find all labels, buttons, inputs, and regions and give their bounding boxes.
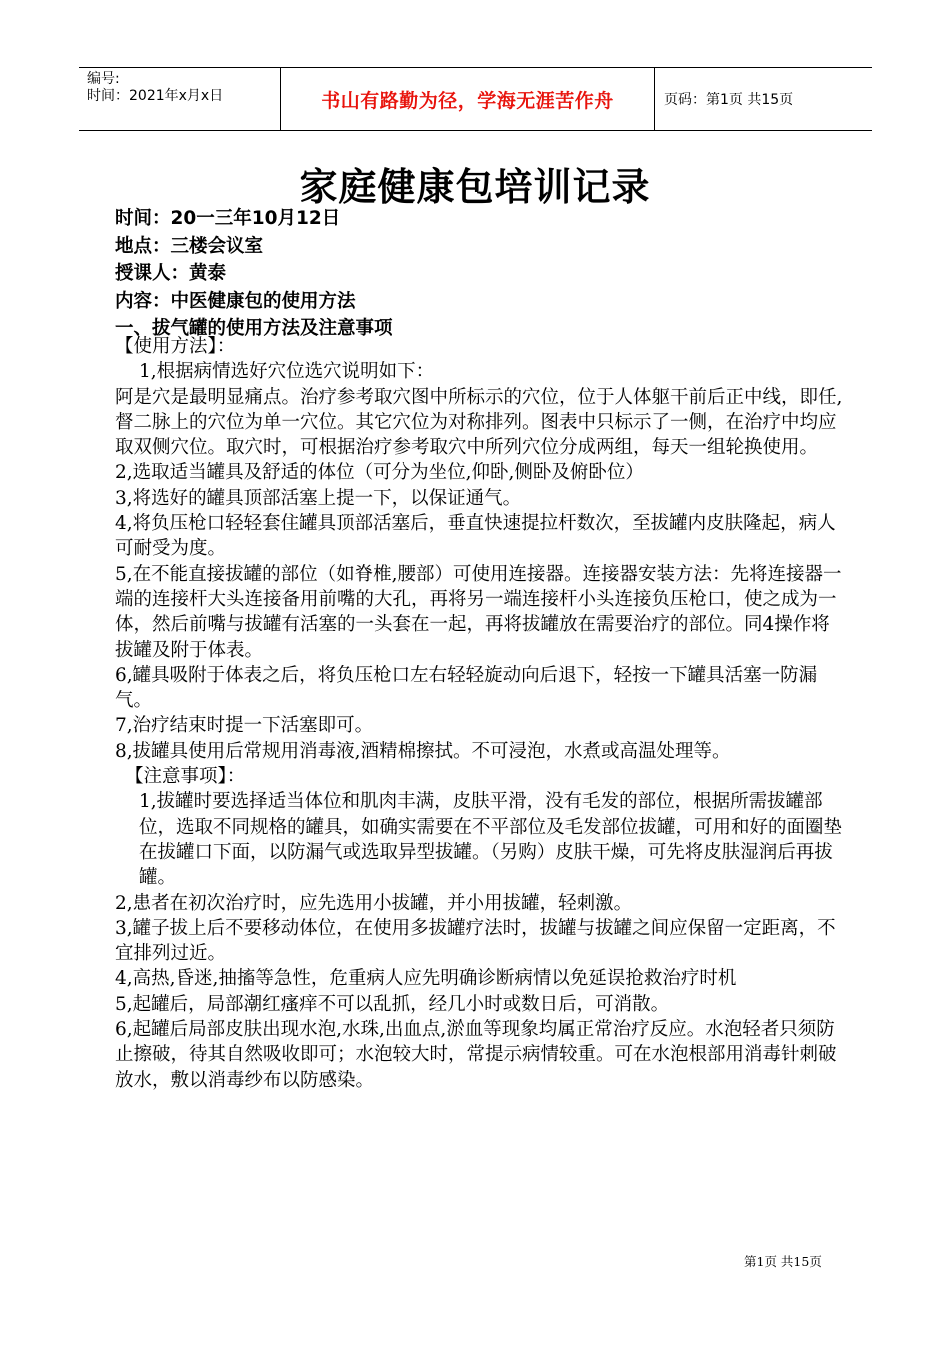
usage-item: 2,选取适当罐具及舒适的体位（可分为坐位,仰卧,侧卧及俯卧位） bbox=[115, 462, 644, 484]
document-body bbox=[115, 334, 843, 1093]
notes-item: 4,高热,昏迷,抽搐等急性，危重病人应先明确诊断病情以免延误抢救治疗时机 bbox=[115, 968, 737, 990]
notes-item: 3,罐子拔上后不要移动体位，在使用多拔罐疗法时，拔罐与拔罐之间应保留一定距离，不宜排列过近。 bbox=[115, 917, 836, 965]
meta-lecturer: 授课人：黄泰 bbox=[115, 263, 227, 284]
meta-place: 地点：三楼会议室 bbox=[115, 235, 264, 257]
notes-item: 2,患者在初次治疗时，应先选用小拔罐，并小用拔罐，轻刺激。 bbox=[115, 892, 633, 914]
document-time: 时间：2021年x月x日 bbox=[87, 88, 224, 104]
document-number: 编号: bbox=[87, 71, 120, 87]
usage-item: 1,根据病情选好穴位选穴说明如下： bbox=[139, 361, 435, 383]
usage-item: 5,在不能直接拔罐的部位（如脊椎,腰部）可使用连接器。连接器安装方法：先将连接器一端的连接杆大头连接备用前嘴的大孔，再将另一端连接杆小头连接负压枪口，使之成为一体，然后前嘴与拔罐有活塞的一头套在一起，再将拔罐放在需要治疗的部位。同4操作将拔罐及附于体表。 bbox=[115, 563, 842, 661]
meta-block bbox=[115, 205, 393, 343]
document-title: 家庭健康包培训记录 bbox=[299, 164, 651, 209]
usage-item: 3,将选好的罐具顶部活塞上提一下，以保证通气。 bbox=[115, 487, 522, 509]
meta-content: 内容：中医健康包的使用方法 bbox=[115, 290, 356, 312]
notes-item: 5,起罐后，局部潮红瘙痒不可以乱抓，经几小时或数日后，可消散。 bbox=[115, 993, 670, 1015]
meta-time: 时间：20一三年10月12日 bbox=[115, 208, 341, 229]
notes-item: 1,拔罐时要选择适当体位和肌肉丰满，皮肤平滑，没有毛发的部位，根据所需拔罐部位，选取不同规格的罐具，如确实需要在不平部位及毛发部位拔罐，可用和好的面圈垫在拔罐口下面，以防漏气或选取异型拔罐。（另购）皮肤干燥，可先将皮肤湿润后再拔罐。 bbox=[139, 791, 843, 889]
page-footer: 第1页 共15页 bbox=[744, 1254, 822, 1269]
usage-item: 4,将负压枪口轻轻套住罐具顶部活塞后，垂直快速提拉杆数次，至拔罐内皮肤隆起，病人可耐受为度。 bbox=[115, 513, 836, 560]
section-heading: 一、拔气罐的使用方法及注意事项 bbox=[115, 318, 393, 339]
usage-item: 6,罐具吸附于体表之后，将负压枪口左右轻轻旋动向后退下，轻按一下罐具活塞一防漏气。 bbox=[115, 664, 818, 712]
header-left-cell bbox=[79, 68, 281, 130]
page-header bbox=[79, 67, 872, 131]
header-motto: 书山有路勤为径，学海无涯苦作舟 bbox=[281, 68, 655, 130]
notes-heading: 【注意事项】： bbox=[125, 766, 246, 788]
usage-item: 8,拔罐具使用后常规用消毒液,酒精棉擦拭。不可浸泡，水煮或高温处理等。 bbox=[115, 740, 731, 762]
notes-item: 6,起罐后局部皮肤出现水泡,水珠,出血点,淤血等现象均属正常治疗反应。水泡轻者只须防止擦破，待其自然吸收即可；水泡较大时，常提示病情较重。可在水泡根部用消毒针刺破放水，敷以消毒纱布以防感染。 bbox=[115, 1019, 837, 1091]
usage-item: 阿是穴是最明显痛点。治疗参考取穴图中所标示的穴位，位于人体躯干前后正中线，即任,督二脉上的穴位为单一穴位。其它穴位为对称排列。图表中只标示了一侧，在治疗中均应取双侧穴位。取穴时，可根据治疗参考取穴中所列穴位分成两组，每天一组轮换使用。 bbox=[115, 386, 843, 459]
usage-item: 7,治疗结束时提一下活塞即可。 bbox=[115, 715, 374, 737]
usage-heading: 【使用方法】： bbox=[115, 336, 236, 357]
header-page-number: 页码：第1页 共15页 bbox=[664, 92, 794, 108]
